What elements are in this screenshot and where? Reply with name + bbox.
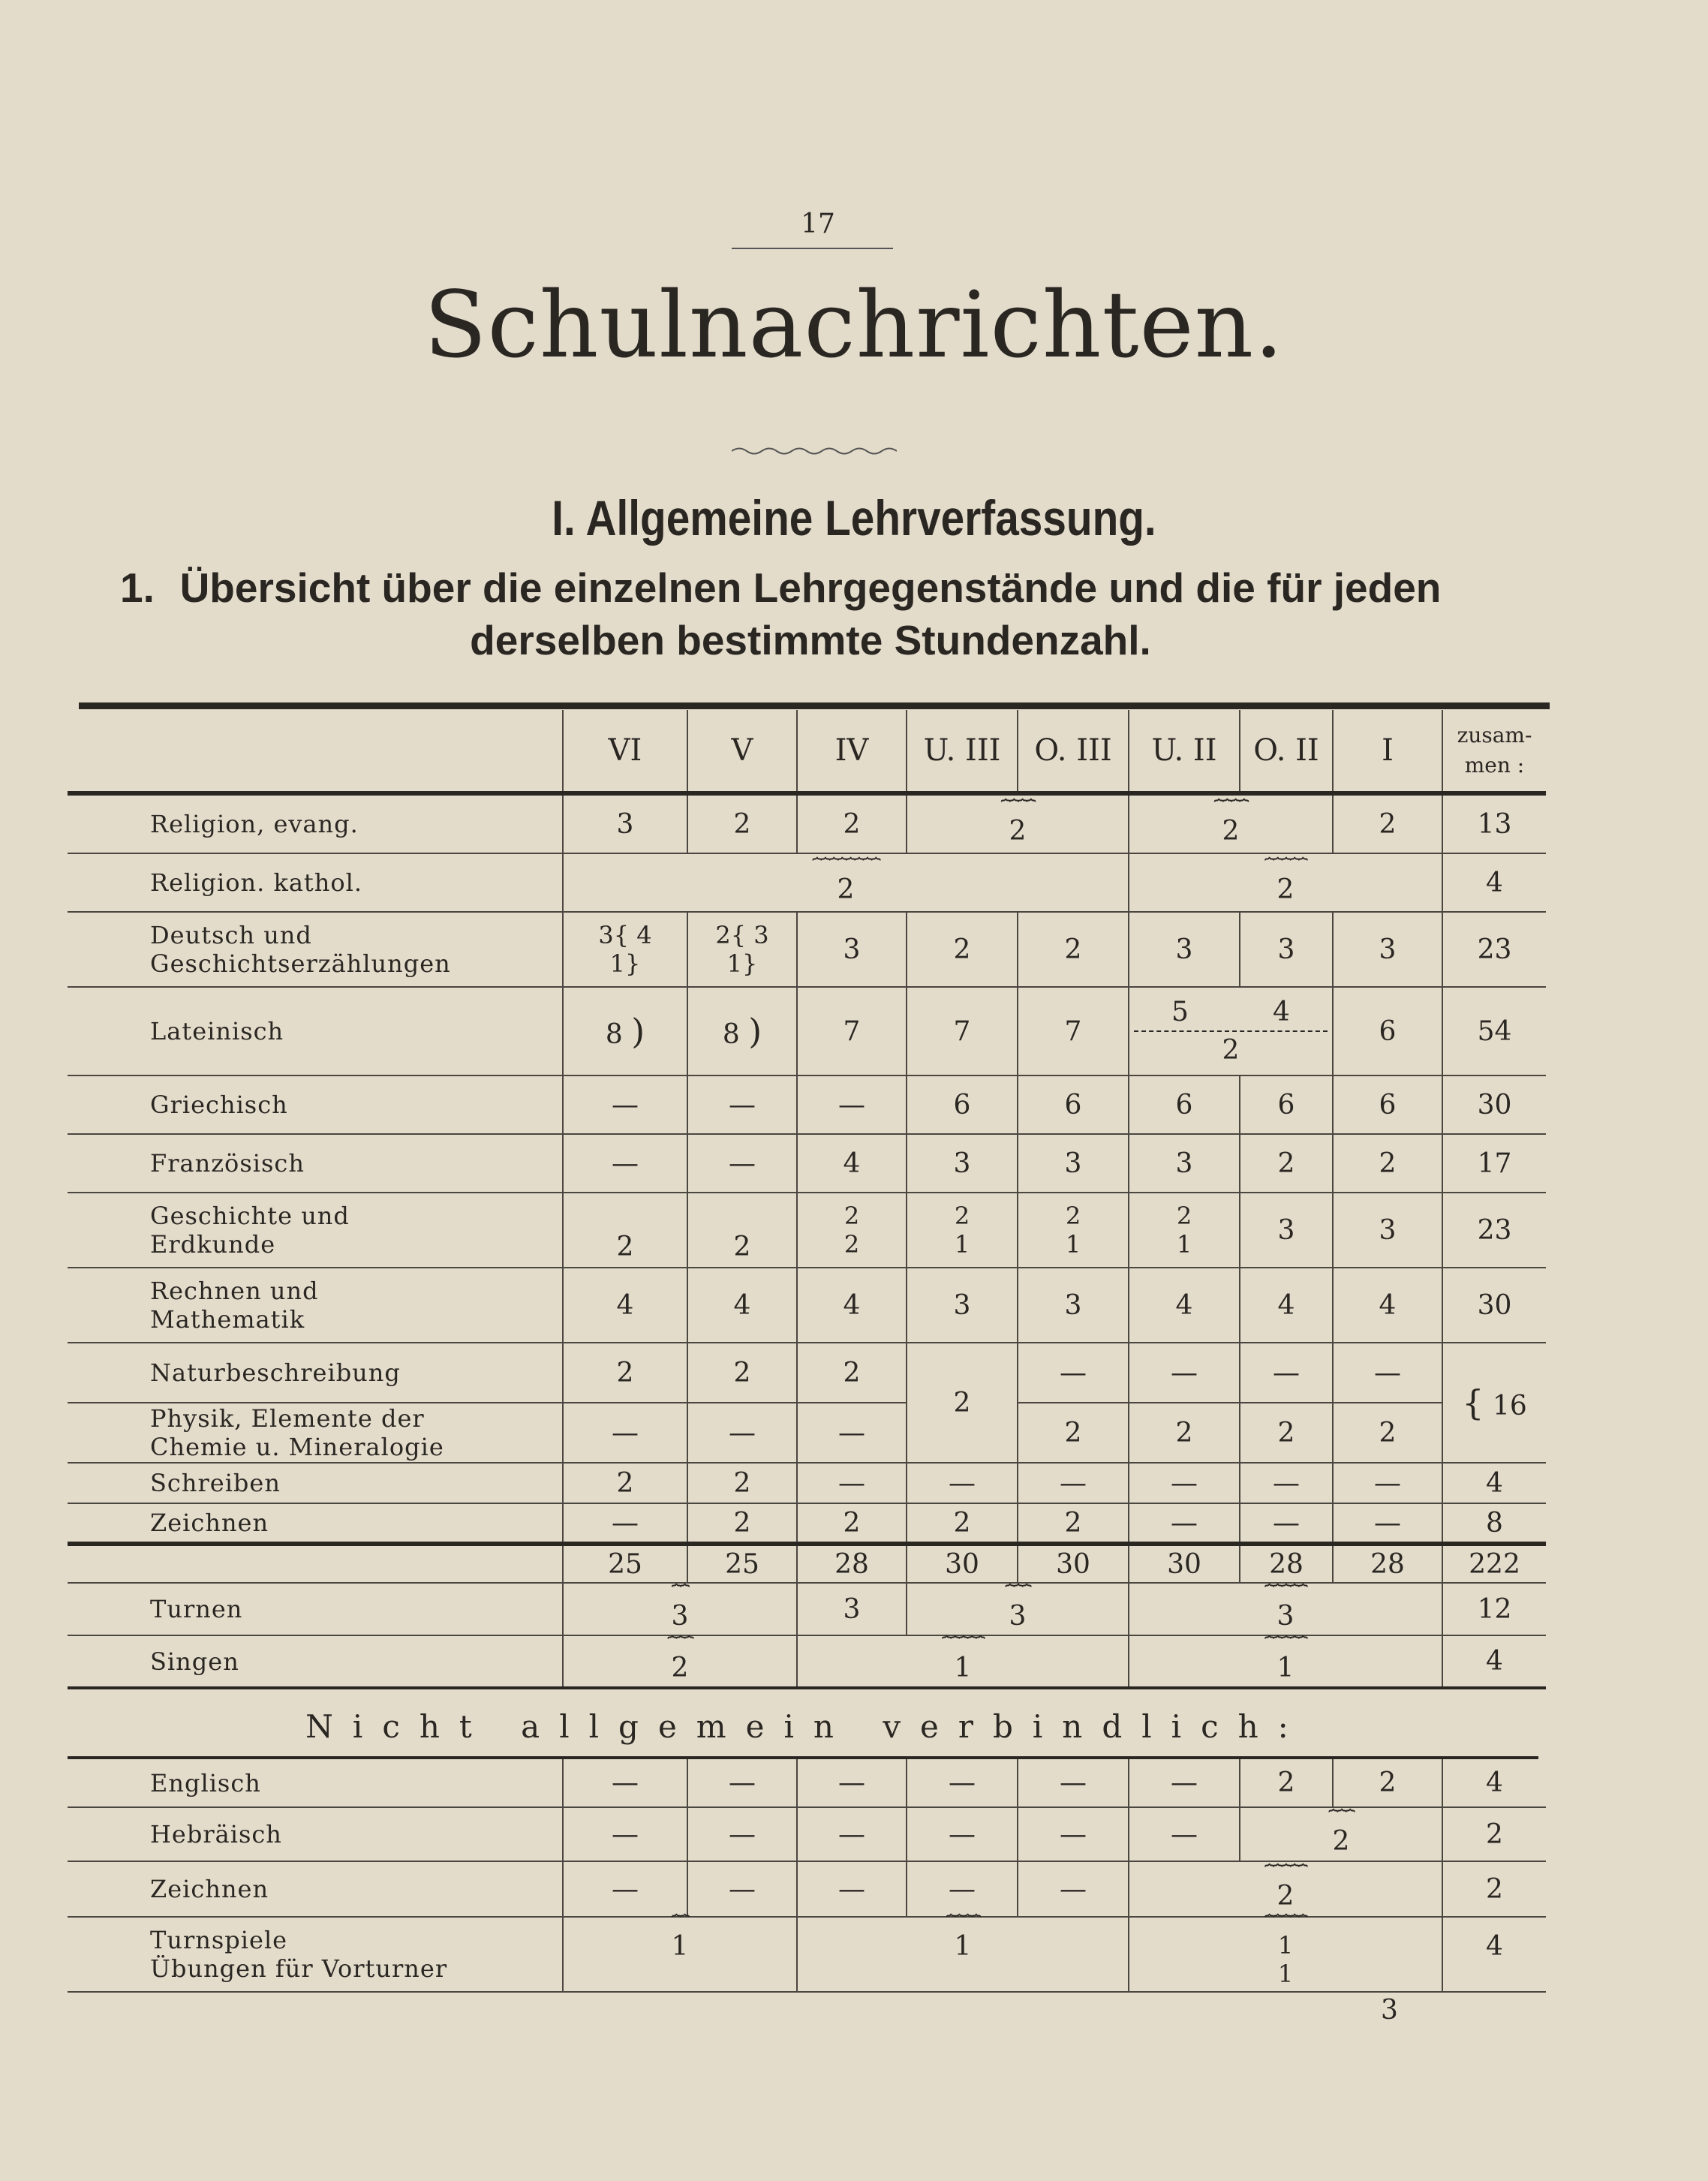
cell: — — [563, 1403, 687, 1463]
cell: 6 — [907, 1075, 1018, 1134]
table-row — [68, 793, 1546, 853]
cell: — — [1240, 1503, 1333, 1544]
cell: 2 — [797, 1343, 907, 1403]
label-line: Erdkunde — [150, 1230, 276, 1259]
label-line: Physik, Elemente der — [150, 1404, 425, 1433]
cell: — — [1129, 1343, 1240, 1403]
cell-total: 4 — [1442, 1635, 1546, 1688]
cell-total: 30 — [1442, 1075, 1546, 1134]
cell-value: 1 — [954, 1229, 970, 1259]
cell-merged — [1129, 1917, 1442, 1992]
ornament-wave — [732, 446, 897, 456]
cell: — — [1129, 1463, 1240, 1503]
cell-merged — [1240, 1807, 1442, 1861]
cell-value: 3 — [1276, 1600, 1295, 1632]
label-line: Rechnen und — [150, 1277, 319, 1305]
cell-value: 1 — [671, 1931, 689, 1962]
cell: 3 — [1333, 912, 1442, 987]
cell-merged — [563, 1635, 797, 1688]
cell: 2 — [797, 793, 907, 853]
cell: — — [1240, 1463, 1333, 1503]
cell: — — [687, 1403, 797, 1463]
brace-mark: ⏞⏞⏞ — [1328, 1809, 1354, 1828]
cell-value: 3 — [1009, 1600, 1027, 1632]
cell — [1129, 1193, 1240, 1268]
cell-value: 1 — [1277, 1960, 1294, 1988]
cell-sum: 25 — [687, 1544, 797, 1583]
cell-merged — [797, 1917, 1129, 1992]
cell-value: 2 — [843, 1201, 860, 1230]
brace-mark: ⏞⏞⏞⏞⏞ — [1264, 1864, 1307, 1883]
cell: — — [797, 1759, 907, 1807]
subject-label: Griechisch — [68, 1075, 563, 1134]
cell: — — [797, 1075, 907, 1134]
section-heading: I. Allgemeine Lehrverfassung. — [552, 490, 1156, 546]
cell: 2 — [687, 1343, 797, 1403]
header-row — [68, 710, 1546, 793]
header-empty — [68, 710, 563, 793]
cell: — — [1333, 1503, 1442, 1544]
header-total-1: zusam- — [1457, 723, 1532, 748]
brace-mark: ⏞⏞⏞⏞⏞ — [1264, 1584, 1307, 1603]
cell: — — [1018, 1807, 1129, 1861]
cell: 2 — [1018, 1503, 1129, 1544]
cell: — — [907, 1807, 1018, 1861]
cell-total: 12 — [1442, 1583, 1546, 1635]
subject-label: Turnen — [68, 1583, 563, 1635]
cell: — — [563, 1075, 687, 1134]
cell-value: 2 — [1222, 1035, 1240, 1066]
header-vi: VI — [563, 710, 687, 793]
subsection-heading — [113, 561, 1508, 666]
cell: 2 — [1240, 1134, 1333, 1193]
subject-label: Hebräisch — [68, 1807, 563, 1861]
cell: — — [797, 1861, 907, 1917]
label-line: Turnspiele — [150, 1926, 288, 1954]
cell: — — [1240, 1343, 1333, 1403]
cell-merged: 2 — [907, 1343, 1018, 1463]
cell: 2 — [1240, 1403, 1333, 1463]
subject-label: Religion, evang. — [68, 793, 563, 853]
table-row — [68, 1503, 1546, 1544]
brace-mark: ) — [631, 1011, 645, 1051]
cell-total: 4 — [1442, 1917, 1546, 1992]
cell-value: 4 — [1273, 997, 1290, 1027]
brace-mark: ⏞⏞⏞⏞⏞ — [1264, 1915, 1307, 1933]
header-i: I — [1333, 710, 1442, 793]
page-title: Schulnachrichten. — [423, 272, 1285, 378]
cell: 2 — [687, 1193, 797, 1268]
cell-value: 3 — [671, 1600, 689, 1632]
cell-merged — [1129, 853, 1442, 912]
cell: 2 — [1018, 1403, 1129, 1463]
cell-merged — [1129, 1861, 1442, 1917]
cell-value: 4 — [636, 920, 652, 949]
cell: 2 — [1333, 793, 1442, 853]
cell: — — [1129, 1759, 1240, 1807]
cell — [1018, 1193, 1129, 1268]
cell-value: 1 — [1277, 1931, 1294, 1960]
cell-value: 2 — [1009, 815, 1027, 847]
cell: 2 — [1333, 1403, 1442, 1463]
cell-value: 2 — [1176, 1201, 1192, 1230]
subject-label: Zeichnen — [68, 1861, 563, 1917]
cell: — — [687, 1807, 797, 1861]
cell: — — [907, 1463, 1018, 1503]
page-number-rule — [732, 248, 893, 249]
cell: — — [563, 1861, 687, 1917]
cell — [687, 987, 797, 1075]
cell: 2{ 3 1} — [687, 912, 797, 987]
cell: 3 — [907, 1268, 1018, 1343]
brace-mark: ⏞⏞⏞⏞ — [946, 1915, 980, 1933]
brace-mark: ⏞⏞⏞ — [667, 1636, 693, 1655]
cell-value: 1 — [1065, 1229, 1081, 1259]
cell-merged — [1129, 1635, 1442, 1688]
cell: 3 — [1018, 1134, 1129, 1193]
cell-value: 2 — [843, 1229, 860, 1259]
brace-mark: ⏞⏞⏞⏞ — [1000, 799, 1035, 818]
table-row — [68, 1635, 1546, 1688]
table-row — [68, 1075, 1546, 1134]
cell-total: 222 — [1442, 1544, 1546, 1583]
lesson-table — [68, 710, 1546, 1689]
cell: 4 — [797, 1268, 907, 1343]
cell-total: 54 — [1442, 987, 1546, 1075]
brace-mark: ) — [748, 1011, 762, 1051]
brace-mark: ⏞⏞⏞⏞⏞ — [1264, 1636, 1307, 1655]
cell: — — [1018, 1343, 1129, 1403]
cell: 6 — [1129, 1075, 1240, 1134]
cell-value: 3 — [753, 920, 769, 949]
cell: 3 — [1018, 1268, 1129, 1343]
brace-mark: ⏞⏞⏞ — [1005, 1584, 1030, 1603]
cell-value: 2 — [1332, 1825, 1350, 1857]
cell: — — [1333, 1463, 1442, 1503]
cell-total: 2 — [1442, 1807, 1546, 1861]
cell-merged — [797, 1635, 1129, 1688]
table-row — [68, 1917, 1546, 1992]
cell: — — [563, 1807, 687, 1861]
cell: 7 — [797, 987, 907, 1075]
brace-mark: ⏞⏞⏞⏞ — [1213, 799, 1248, 818]
cell-value: 8 — [722, 1019, 740, 1050]
cell: — — [797, 1403, 907, 1463]
sum-row — [68, 1544, 1546, 1583]
subject-label: Naturbeschreibung — [68, 1343, 563, 1403]
cell: 2 — [687, 793, 797, 853]
cell-total — [1442, 1343, 1546, 1463]
cell: 2 — [1333, 1134, 1442, 1193]
cell: — — [563, 1503, 687, 1544]
cell-value: 1 — [726, 949, 742, 978]
table-row — [68, 853, 1546, 912]
cell: — — [907, 1759, 1018, 1807]
cell: 6 — [1333, 987, 1442, 1075]
cell: 7 — [1018, 987, 1129, 1075]
cell: — — [1018, 1463, 1129, 1503]
cell: — — [907, 1861, 1018, 1917]
cell: 2 — [563, 1463, 687, 1503]
cell: — — [1018, 1861, 1129, 1917]
cell-sum: 30 — [907, 1544, 1018, 1583]
cell-value: 3 — [598, 920, 614, 949]
cell: 6 — [1018, 1075, 1129, 1134]
cell: 3{ 4 1} — [563, 912, 687, 987]
cell-sum: 30 — [1018, 1544, 1129, 1583]
subject-label — [68, 1917, 563, 1992]
cell-sum: 28 — [1333, 1544, 1442, 1583]
cell-value: 2 — [1276, 1880, 1295, 1912]
cell-value: 2 — [1276, 874, 1295, 905]
table-row — [68, 1343, 1546, 1403]
header-iv: IV — [797, 710, 907, 793]
cell: 2 — [687, 1463, 797, 1503]
subject-label — [68, 1403, 563, 1463]
cell — [563, 987, 687, 1075]
cell: — — [1129, 1503, 1240, 1544]
cell-value: 1 — [1176, 1229, 1192, 1259]
cell-merged — [563, 1583, 797, 1635]
cell-merged — [1129, 793, 1333, 853]
cell-total: 23 — [1442, 1193, 1546, 1268]
cell: 3 — [797, 1583, 907, 1635]
cell-value: 8 — [605, 1019, 623, 1050]
cell-value: 2 — [671, 1653, 689, 1683]
cell: 2 — [1240, 1759, 1333, 1807]
brace-mark: { — [1462, 1382, 1484, 1423]
brace-mark: ⏞⏞ — [671, 1584, 689, 1603]
cell: — — [563, 1759, 687, 1807]
cell-sum: 30 — [1129, 1544, 1240, 1583]
cell: 6 — [1333, 1075, 1442, 1134]
cell-value: 1 — [1276, 1653, 1295, 1683]
cell: — — [797, 1463, 907, 1503]
cell: 4 — [1333, 1268, 1442, 1343]
cell-sum: 28 — [1240, 1544, 1333, 1583]
cell: 2 — [907, 1503, 1018, 1544]
label-line: Geschichtserzählungen — [150, 949, 451, 978]
table-row — [68, 1583, 1546, 1635]
cell-value: 2 — [1065, 1201, 1081, 1230]
cell: 4 — [687, 1268, 797, 1343]
cell: — — [687, 1861, 797, 1917]
header-o2: O. II — [1240, 710, 1333, 793]
header-o3: O. III — [1018, 710, 1129, 793]
cell-total: 4 — [1442, 1463, 1546, 1503]
cell-merged — [1129, 987, 1333, 1075]
header-u3: U. III — [907, 710, 1018, 793]
cell: — — [687, 1075, 797, 1134]
label-line: Geschichte und — [150, 1202, 350, 1230]
cell: 2 — [563, 1193, 687, 1268]
cell-total: 23 — [1442, 912, 1546, 987]
cell: 2 — [1129, 1403, 1240, 1463]
cell-total: 8 — [1442, 1503, 1546, 1544]
cell-value: 1 — [954, 1931, 972, 1962]
cell-value: 2 — [954, 1201, 970, 1230]
subsection-number: 1. — [120, 564, 155, 611]
cell: 4 — [1129, 1268, 1240, 1343]
cell: — — [1018, 1759, 1129, 1807]
cell: 3 — [1240, 912, 1333, 987]
cell: — — [687, 1759, 797, 1807]
label-line: Mathematik — [150, 1305, 305, 1334]
subject-label — [68, 1268, 563, 1343]
cell: 3 — [797, 912, 907, 987]
cell: 2 — [1018, 912, 1129, 987]
cell-total: 17 — [1442, 1134, 1546, 1193]
signature-mark: 3 — [1381, 1995, 1398, 2026]
subject-label: Singen — [68, 1635, 563, 1688]
label-line: Übungen für Vorturner — [150, 1954, 448, 1983]
cell-value: 2 — [837, 874, 855, 905]
cell: 3 — [1129, 912, 1240, 987]
table-row — [68, 1193, 1546, 1268]
cell: 7 — [907, 987, 1018, 1075]
table-row — [68, 1268, 1546, 1343]
brace-mark: ⏞⏞⏞⏞⏞⏞⏞⏞ — [812, 857, 880, 877]
cell-value: 5 — [1171, 997, 1189, 1027]
cell: 2 — [1333, 1759, 1442, 1807]
cell: 2 — [907, 912, 1018, 987]
cell-merged — [907, 793, 1129, 853]
subject-label: Lateinisch — [68, 987, 563, 1075]
brace-mark: ⏞⏞⏞⏞⏞ — [1264, 857, 1307, 877]
cell: 4 — [797, 1134, 907, 1193]
brace-mark: ⏞⏞⏞⏞⏞ — [941, 1636, 984, 1655]
page-number: 17 — [801, 209, 835, 239]
optional-table — [68, 1759, 1546, 1993]
table-row — [68, 1403, 1546, 1463]
table-top-rule — [79, 702, 1550, 709]
table-row — [68, 1861, 1546, 1917]
cell-value: 1 — [954, 1653, 972, 1683]
label-line: Chemie u. Mineralogie — [150, 1433, 444, 1461]
cell: — — [1333, 1343, 1442, 1403]
table-row — [68, 912, 1546, 987]
subsection-line-1: Übersicht über die einzelnen Lehrgegenstände und die für jeden — [179, 564, 1442, 611]
brace-mark: ⏞⏞ — [671, 1915, 689, 1933]
cell: 2 — [687, 1503, 797, 1544]
cell-total: 13 — [1442, 793, 1546, 853]
label-line: Deutsch und — [150, 921, 312, 949]
cell-merged — [1129, 1583, 1442, 1635]
cell: 3 — [1333, 1193, 1442, 1268]
cell — [797, 1193, 907, 1268]
cell: 2 — [563, 1343, 687, 1403]
subject-label: Englisch — [68, 1759, 563, 1807]
subject-label-empty — [68, 1544, 563, 1583]
cell: 2 — [797, 1503, 907, 1544]
cell: 3 — [1129, 1134, 1240, 1193]
cell-merged — [563, 853, 1129, 912]
cell-value: 2 — [1222, 815, 1240, 847]
cell-total: 4 — [1442, 853, 1546, 912]
cell-value: 16 — [1492, 1391, 1527, 1421]
subject-label: Religion. kathol. — [68, 853, 563, 912]
table-row — [68, 1759, 1546, 1807]
cell: 3 — [563, 793, 687, 853]
cell-total: 4 — [1442, 1759, 1546, 1807]
subject-label — [68, 1193, 563, 1268]
table-row — [68, 1463, 1546, 1503]
cell: — — [563, 1134, 687, 1193]
cell — [907, 1193, 1018, 1268]
table-row — [68, 1807, 1546, 1861]
subject-label: Französisch — [68, 1134, 563, 1193]
table-row — [68, 1134, 1546, 1193]
cell-merged — [563, 1917, 797, 1992]
cell: 3 — [907, 1134, 1018, 1193]
subsection-line-2: derselben bestimmte Stundenzahl. — [470, 617, 1151, 663]
header-total — [1442, 710, 1546, 793]
cell-value: 1 — [609, 949, 625, 978]
cell: 4 — [1240, 1268, 1333, 1343]
header-v: V — [687, 710, 797, 793]
cell: — — [797, 1807, 907, 1861]
table-row — [68, 987, 1546, 1075]
cell: 6 — [1240, 1075, 1333, 1134]
header-u2: U. II — [1129, 710, 1240, 793]
cell-sum: 28 — [797, 1544, 907, 1583]
optional-heading: Nicht allgemein verbindlich: — [305, 1708, 1308, 1745]
cell-sum: 25 — [563, 1544, 687, 1583]
cell-total: 30 — [1442, 1268, 1546, 1343]
cell-value: 2 — [715, 920, 731, 949]
header-total-2: men : — [1464, 753, 1525, 778]
cell: — — [1129, 1807, 1240, 1861]
cell-merged — [907, 1583, 1129, 1635]
subject-label: Zeichnen — [68, 1503, 563, 1544]
cell: 3 — [1240, 1193, 1333, 1268]
cell-total: 2 — [1442, 1861, 1546, 1917]
subject-label — [68, 912, 563, 987]
cell: 4 — [563, 1268, 687, 1343]
cell: — — [687, 1134, 797, 1193]
subject-label: Schreiben — [68, 1463, 563, 1503]
